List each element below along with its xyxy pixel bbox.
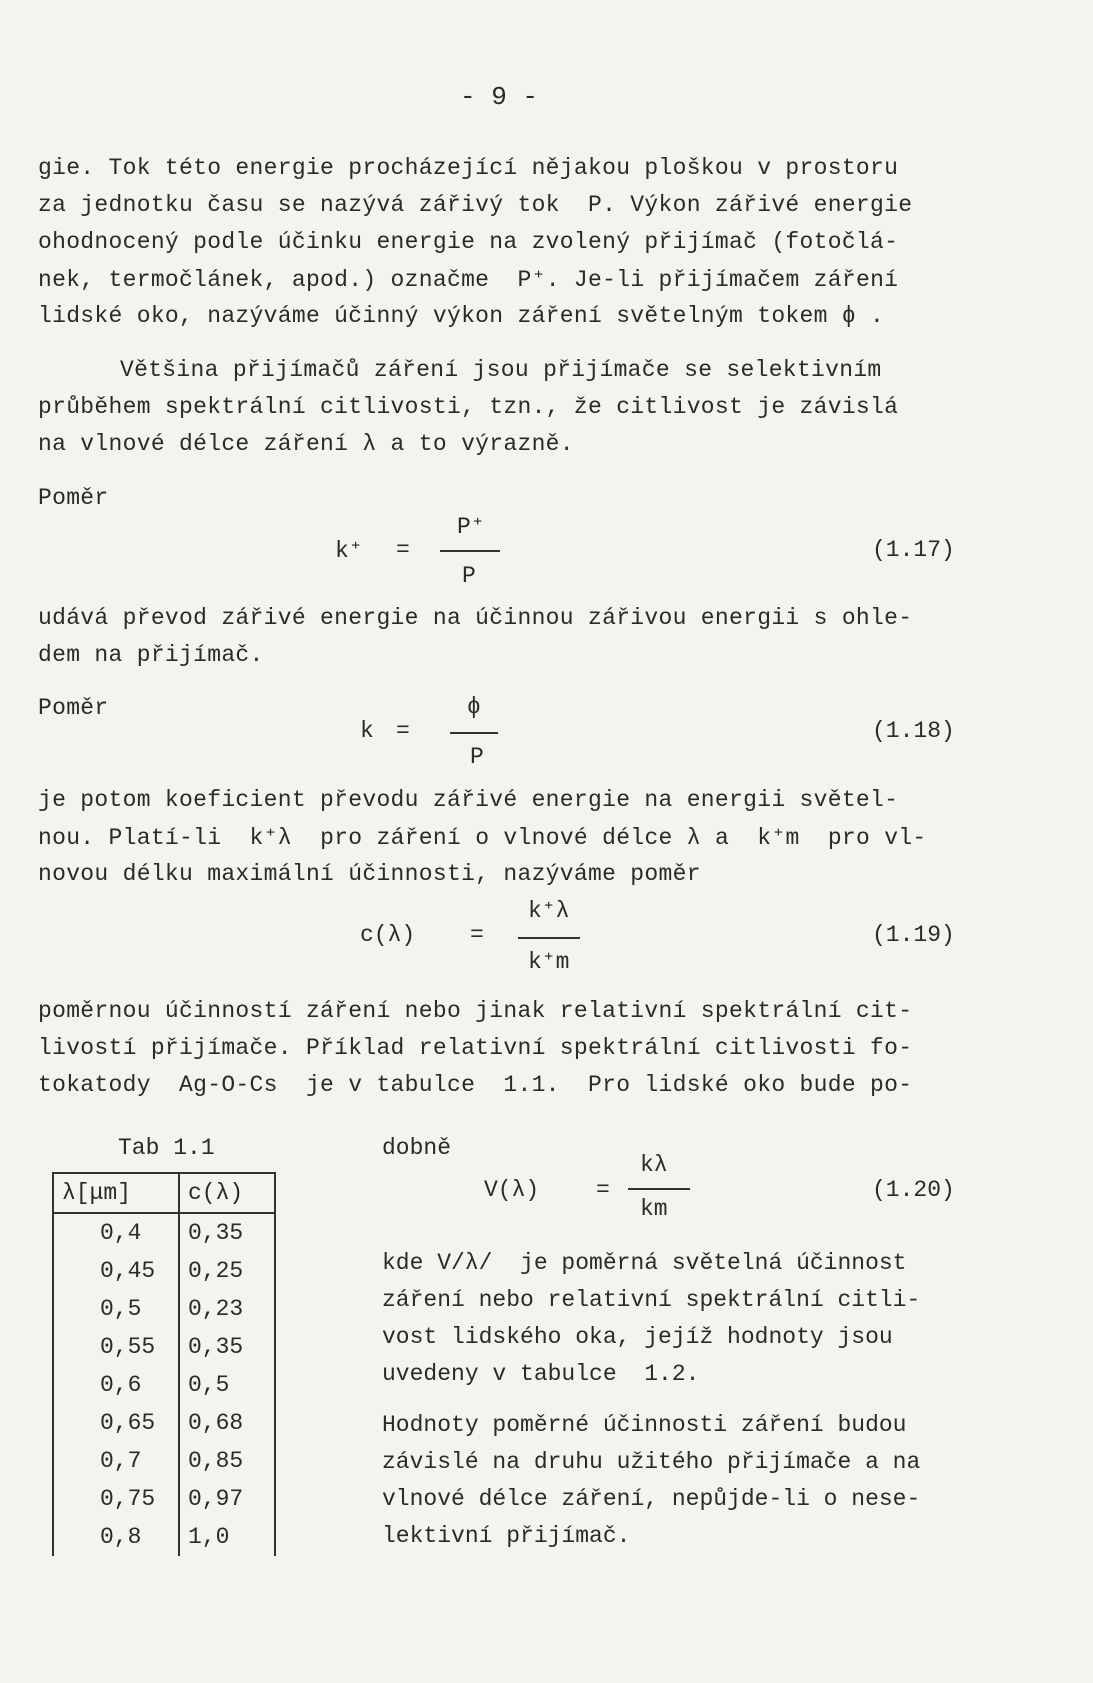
text-line: záření nebo relativní spektrální citli- [382, 1287, 921, 1313]
table-row [53, 1213, 275, 1252]
table-cell: 0,55 [53, 1328, 179, 1366]
text-line: novou délku maximální účinnosti, nazýváme poměr [38, 861, 701, 887]
eq-numerator: kλ [640, 1152, 668, 1178]
text-line: lektivní přijímač. [382, 1523, 631, 1549]
text-line: kde V/λ/ je poměrná světelná účinnost [382, 1250, 907, 1276]
text-line: nou. Platí-li k⁺λ pro záření o vlnové délce λ a k⁺m pro vl- [38, 825, 927, 851]
table-cell: 0,97 [179, 1480, 275, 1518]
table-cell: 0,45 [53, 1252, 179, 1290]
table-row [53, 1442, 275, 1480]
table-cell: 0,25 [179, 1252, 275, 1290]
text-line: uvedeny v tabulce 1.2. [382, 1361, 700, 1387]
eq-equals: = [470, 922, 484, 948]
table-cell: 0,85 [179, 1442, 275, 1480]
text-line: poměrnou účinností záření nebo jinak relativní spektrální cit- [38, 998, 913, 1024]
table-row [53, 1518, 275, 1556]
text-line: lidské oko, nazýváme účinný výkon záření světelným tokem ϕ . [38, 303, 885, 329]
eq-denominator: km [640, 1196, 668, 1222]
fraction-bar [518, 937, 580, 939]
table-cell: 0,4 [53, 1213, 179, 1252]
eq-denominator: P [470, 744, 484, 770]
eq-denominator: k⁺m [528, 949, 570, 975]
eq-numerator: ϕ [467, 694, 481, 720]
table-header-row [53, 1173, 275, 1213]
equation-number: (1.20) [872, 1177, 955, 1203]
table-cell: 0,5 [179, 1366, 275, 1404]
text-line: ohodnocený podle účinku energie na zvolený přijímač (fotočlá- [38, 229, 899, 255]
table-cell: 0,68 [179, 1404, 275, 1442]
eq-lhs: k⁺ [335, 538, 363, 564]
text-line: dobně [382, 1135, 452, 1161]
eq-numerator: k⁺λ [528, 898, 570, 924]
eq-equals: = [596, 1177, 610, 1203]
table-row [53, 1328, 275, 1366]
equation-number: (1.19) [872, 922, 955, 948]
equation-number: (1.18) [872, 718, 955, 744]
text-line: livostí přijímače. Příklad relativní spektrální citlivosti fo- [38, 1035, 913, 1061]
text-line: Většina přijímačů záření jsou přijímače se selektivním [120, 357, 882, 383]
text-line: dem na přijímač. [38, 642, 264, 668]
table-row [53, 1480, 275, 1518]
label-pomer: Poměr [38, 695, 109, 721]
table-cell: 0,5 [53, 1290, 179, 1328]
text-line: závislé na druhu užitého přijímače a na [382, 1449, 921, 1475]
table-cell: 1,0 [179, 1518, 275, 1556]
text-line: tokatody Ag-O-Cs je v tabulce 1.1. Pro lidské oko bude po- [38, 1072, 913, 1098]
text-line: Hodnoty poměrné účinnosti záření budou [382, 1412, 907, 1438]
table-cell: 0,35 [179, 1328, 275, 1366]
table-row [53, 1404, 275, 1442]
table-caption: Tab 1.1 [118, 1135, 215, 1161]
table-row [53, 1252, 275, 1290]
table-cell: 0,7 [53, 1442, 179, 1480]
fraction-bar [440, 550, 500, 552]
spectral-table [52, 1172, 276, 1556]
table-cell: 0,6 [53, 1366, 179, 1404]
text-line: průběhem spektrální citlivosti, tzn., že citlivost je závislá [38, 394, 899, 420]
text-line: udává převod zářivé energie na účinnou zářivou energii s ohle- [38, 605, 913, 631]
table-header: c(λ) [179, 1173, 275, 1213]
equation-number: (1.17) [872, 537, 955, 563]
fraction-bar [628, 1188, 690, 1190]
text-line: nek, termočlánek, apod.) označme P⁺. Je-li přijímačem záření [38, 267, 899, 293]
table-cell: 0,35 [179, 1213, 275, 1252]
table-cell: 0,8 [53, 1518, 179, 1556]
page-number: - 9 - [460, 82, 539, 112]
table-cell: 0,65 [53, 1404, 179, 1442]
eq-lhs: k [360, 718, 374, 744]
eq-equals: = [396, 537, 410, 563]
text-line: gie. Tok této energie procházející nějakou ploškou v prostoru [38, 155, 899, 181]
table-cell: 0,23 [179, 1290, 275, 1328]
text-line: je potom koeficient převodu zářivé energie na energii světel- [38, 787, 899, 813]
label-pomer: Poměr [38, 485, 109, 511]
text-line: za jednotku času se nazývá zářivý tok P. Výkon zářivé energie [38, 192, 913, 218]
table-row [53, 1366, 275, 1404]
eq-equals: = [396, 718, 410, 744]
text-line: vlnové délce záření, nepůjde-li o nese- [382, 1486, 921, 1512]
eq-numerator: P⁺ [457, 514, 485, 540]
table-row [53, 1290, 275, 1328]
table-cell: 0,75 [53, 1480, 179, 1518]
text-line: na vlnové délce záření λ a to výrazně. [38, 431, 574, 457]
text-line: vost lidského oka, jejíž hodnoty jsou [382, 1324, 893, 1350]
eq-lhs: V(λ) [484, 1177, 540, 1203]
table-header: λ[μm] [53, 1173, 179, 1213]
eq-lhs: c(λ) [360, 922, 416, 948]
eq-denominator: P [462, 563, 476, 589]
fraction-bar [450, 732, 498, 734]
